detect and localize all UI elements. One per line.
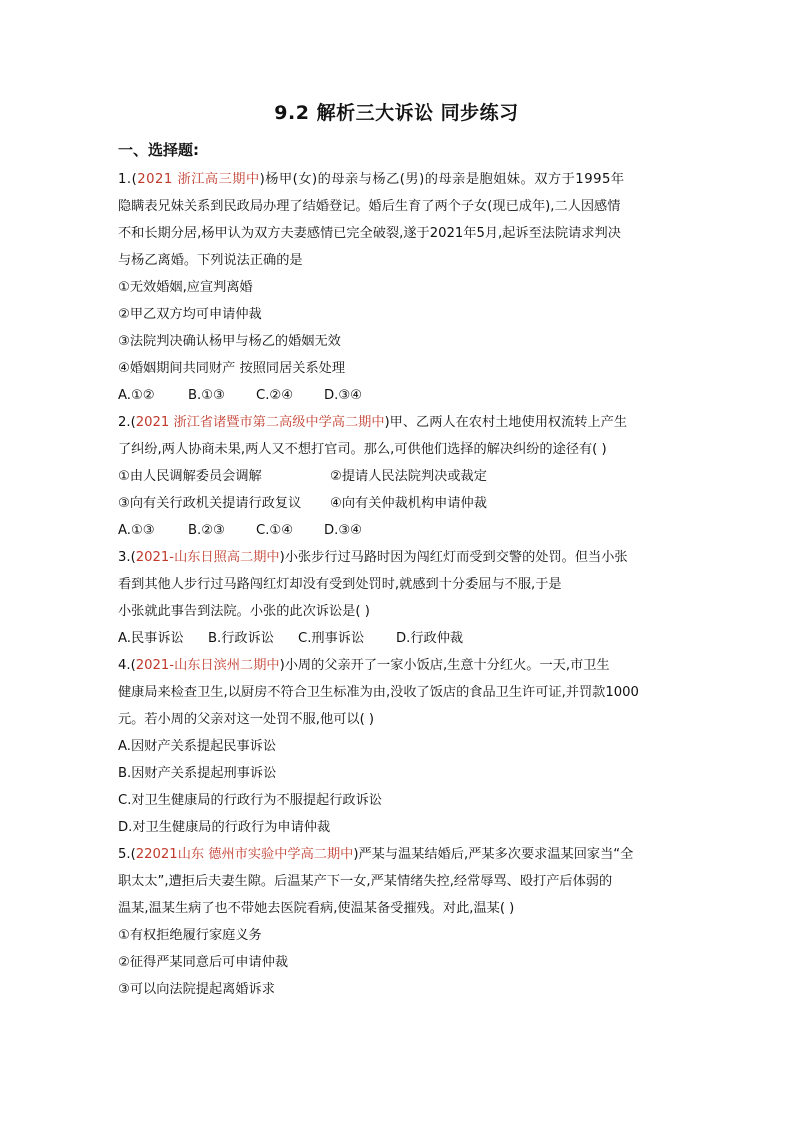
answer-option: D.③④ [324, 388, 362, 403]
answer-option: A.民事诉讼 [118, 631, 184, 646]
question-5-line-2: 职太太”,遭拒后夫妻生隙。后温某产下一女,严某情绪失控,经常辱骂、殴打产后体弱的 [118, 874, 613, 889]
question-1-item: ①无效婚姻,应宣判离婚 [118, 280, 253, 295]
answer-option: C.①④ [256, 523, 294, 538]
answer-option: D.行政仲裁 [396, 631, 464, 646]
question-2-line-1: 2.(2021 浙江省诸暨市第二高级中学高二期中)甲、乙两人在农村土地使用权流转上产生 [118, 415, 628, 430]
question-1-line-3: 不和长期分居,杨甲认为双方夫妻感情已完全破裂,遂于2021年5月,起诉至法院请求判决 [118, 226, 621, 241]
question-4-option: D.对卫生健康局的行政行为申请仲裁 [118, 820, 331, 835]
question-stem: 小张步行过马路时因为闯红灯而受到交警的处罚。但当小张 [284, 550, 628, 565]
question-4-option: A.因财产关系提起民事诉讼 [118, 739, 277, 754]
question-4-line-2: 健康局来检查卫生,以厨房不符合卫生标准为由,没收了饭店的食品卫生许可证,并罚款1000 [118, 685, 639, 700]
question-source: 2021-山东日滨州二期中 [135, 658, 280, 673]
question-1-item: ③法院判决确认杨甲与杨乙的婚姻无效 [118, 334, 341, 349]
question-stem: 小周的父亲开了一家小饭店,生意十分红火。一天,市卫生 [284, 658, 610, 673]
question-number: 4. [118, 658, 131, 673]
question-3-line-2: 看到其他人步行过马路闯红灯却没有受到处罚时,就感到十分委屈与不服,于是 [118, 577, 562, 592]
question-5-item: ③可以向法院提起离婚诉求 [118, 982, 275, 997]
question-2-items-row [118, 463, 688, 490]
question-source: 2021 浙江省诸暨市第二高级中学高二期中 [135, 415, 385, 430]
question-source: 2021 浙江高三期中 [137, 172, 260, 187]
question-number: 1. [118, 172, 132, 187]
answer-option: D.③④ [324, 523, 362, 538]
answer-option: B.行政诉讼 [208, 631, 274, 646]
question-2-item: ③向有关行政机关提请行政复议 [118, 496, 302, 511]
answer-option: C.刑事诉讼 [298, 631, 365, 646]
question-stem: 杨甲(女)的母亲与杨乙(男)的母亲是胞姐妹。双方于1995年 [265, 172, 625, 187]
question-source: 2021-山东日照高二期中 [135, 550, 280, 565]
question-4-line-3: 元。若小周的父亲对这一处罚不服,他可以( ) [118, 712, 375, 727]
question-2-item: ②提请人民法院判决或裁定 [330, 469, 487, 484]
question-1-item: ②甲乙双方均可申请仲裁 [118, 307, 262, 322]
question-3-line-1: 3.(2021-山东日照高二期中)小张步行过马路时因为闯红灯而受到交警的处罚。但当小张 [118, 550, 628, 565]
question-stem: 甲、乙两人在农村土地使用权流转上产生 [389, 415, 628, 430]
question-3-answers [118, 625, 688, 652]
question-2-line-2: 了纠纷,两人协商未果,两人又不想打官司。那么,可供他们选择的解决纠纷的途径有( ) [118, 442, 607, 457]
question-number: 5. [118, 847, 131, 862]
question-2-answers [118, 517, 688, 544]
question-5-line-3: 温某,温某生病了也不带她去医院看病,使温某备受摧残。对此,温某( ) [118, 901, 515, 916]
question-1-item: ④婚姻期间共同财产 按照同居关系处理 [118, 361, 346, 376]
question-5-item: ②征得严某同意后可申请仲裁 [118, 955, 289, 970]
question-number: 2. [118, 415, 131, 430]
section-heading: 一、选择题: [118, 141, 199, 159]
question-5-line-1: 5.(22021山东 德州市实验中学高二期中)严某与温某结婚后,严某多次要求温某回家当“全 [118, 847, 634, 862]
answer-option: A.①③ [118, 523, 155, 538]
question-1-line-2: 隐瞒表兄妹关系到民政局办理了结婚登记。婚后生育了两个子女(现已成年),二人因感情 [118, 199, 621, 214]
question-5-item: ①有权拒绝履行家庭义务 [118, 928, 262, 943]
answer-option: B.②③ [188, 523, 225, 538]
question-source: 22021山东 德州市实验中学高二期中 [135, 847, 354, 862]
question-1-line-1: 1.(2021 浙江高三期中)杨甲(女)的母亲与杨乙(男)的母亲是胞姐妹。双方于1995年 [118, 172, 625, 187]
question-3-line-3: 小张就此事告到法院。小张的此次诉讼是( ) [118, 604, 370, 619]
question-stem: 严某与温某结婚后,严某多次要求温某回家当“全 [358, 847, 634, 862]
question-4-option: B.因财产关系提起刑事诉讼 [118, 766, 277, 781]
question-list [118, 166, 688, 1003]
page-title: 9.2 解析三大诉讼 同步练习 [274, 102, 519, 124]
question-4-line-1: 4.(2021-山东日滨州二期中)小周的父亲开了一家小饭店,生意十分红火。一天,市卫生 [118, 658, 610, 673]
question-2-items-row [118, 490, 688, 517]
question-2-item: ①由人民调解委员会调解 [118, 469, 262, 484]
answer-option: C.②④ [256, 388, 294, 403]
question-number: 3. [118, 550, 131, 565]
answer-option: B.①③ [188, 388, 225, 403]
question-1-answers [118, 382, 688, 409]
question-1-line-4: 与杨乙离婚。下列说法正确的是 [118, 253, 303, 268]
question-2-item: ④向有关仲裁机构申请仲裁 [330, 496, 487, 511]
answer-option: A.①② [118, 388, 155, 403]
question-4-option: C.对卫生健康局的行政行为不服提起行政诉讼 [118, 793, 382, 808]
